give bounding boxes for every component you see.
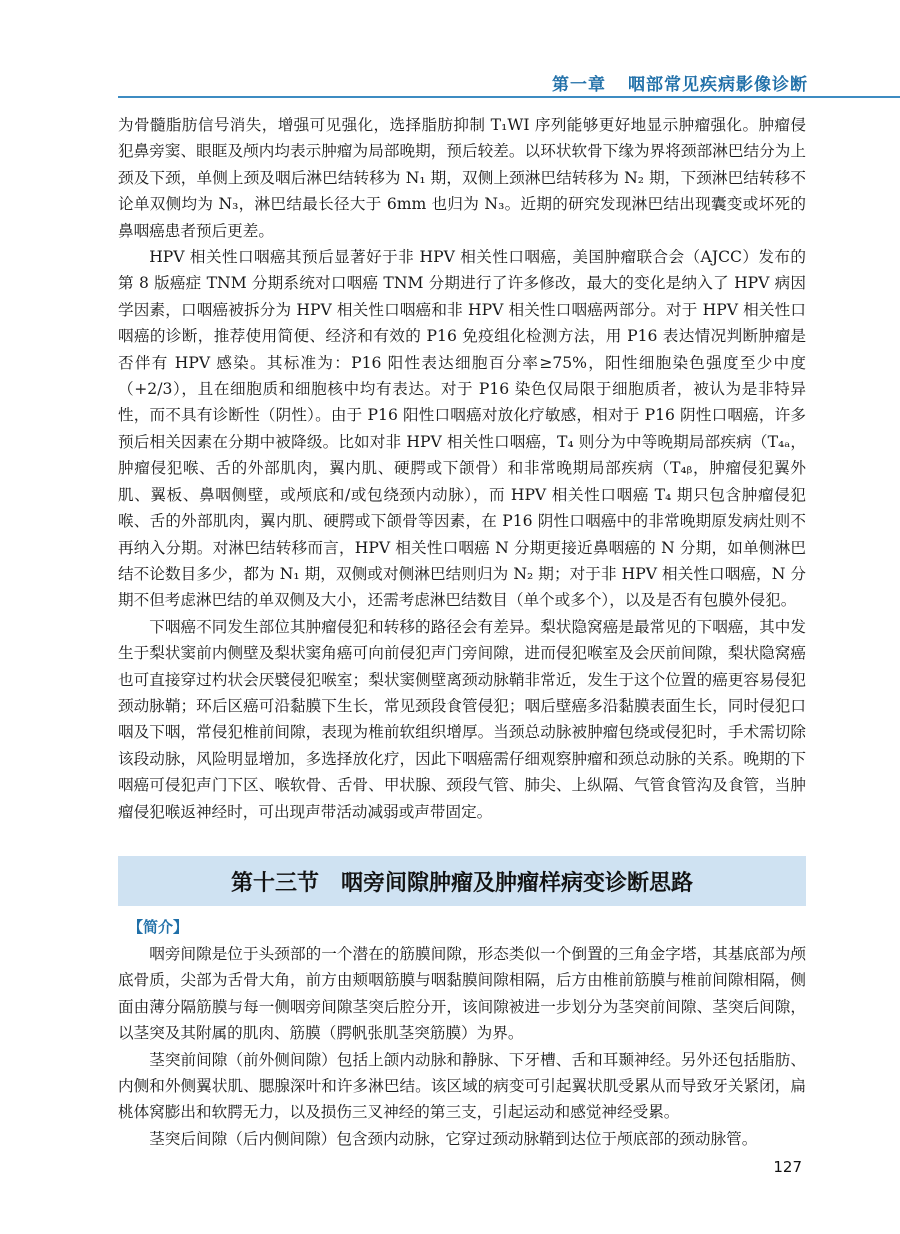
running-head-chapter: 第一章 bbox=[552, 75, 606, 95]
section-heading bbox=[118, 856, 806, 906]
running-head bbox=[552, 70, 808, 95]
running-head-title: 咽部常见疾病影像诊断 bbox=[628, 75, 808, 95]
paragraph-2: HPV 相关性口咽癌其预后显著好于非 HPV 相关性口咽癌，美国肿瘤联合会（AJCC）发布的第 8 版癌症 TNM 分期系统对口咽癌 TNM 分期进行了许多修改，最大的变化是纳入了 HPV 病因学因素，口咽癌被拆分为 HPV 相关性口咽癌和非 HPV 相关性口咽癌两部分。对于 HPV 相关性口咽癌的诊断，推荐使用简便、经济和有效的 P16 免疫组化检测方法，用 P16 表达情况判断肿瘤是否伴有 HPV 感染。其标准为：P16 阳性表达细胞百分率≥75%，阳性细胞染色强度至少中度（+2/3），且在细胞质和细胞核中均有表达。对于 P16 染色仅局限于细胞质者，被认为是非特异性，而不具有诊断性（阴性）。由于 P16 阳性口咽癌对放化疗敏感，相对于 P16 阴性口咽癌，许多预后相关因素在分期中被降级。比如对非 HPV 相关性口咽癌，T₄ 则分为中等晚期局部疾病（T₄ₐ，肿瘤侵犯喉、舌的外部肌肉，翼内肌、硬腭或下颌骨）和非常晚期局部疾病（T₄ᵦ，肿瘤侵犯翼外肌、翼板、鼻咽侧壁，或颅底和/或包绕颈内动脉），而 HPV 相关性口咽癌 T₄ 期只包含肿瘤侵犯喉、舌的外部肌肉，翼内肌、硬腭或下颌骨等因素，在 P16 阴性口咽癌中的非常晚期原发病灶则不再纳入分期。对淋巴结转移而言，HPV 相关性口咽癌 N 分期更接近鼻咽癌的 N 分期，如单侧淋巴结不论数目多少，都为 N₁ 期，双侧或对侧淋巴结则归为 N₂ 期；对于非 HPV 相关性口咽癌，N 分期不但考虑淋巴结的单双侧及大小，还需考虑淋巴结数目（单个或多个），以及是否有包膜外侵犯。 bbox=[118, 248, 806, 610]
page-number: 127 bbox=[773, 1158, 802, 1176]
section-title: 咽旁间隙肿瘤及肿瘤样病变诊断思路 bbox=[341, 870, 694, 896]
intro-paragraph-2: 茎突前间隙（前外侧间隙）包括上颌内动脉和静脉、下牙槽、舌和耳颞神经。另外还包括脂肪、内侧和外侧翼状肌、腮腺深叶和许多淋巴结。该区域的病变可引起翼状肌受累从而导致牙关紧闭，扁桃体窝膨出和软腭无力，以及损伤三叉神经的第三支，引起运动和感觉神经受累。 bbox=[118, 1050, 806, 1122]
section-number: 第十三节 bbox=[230, 870, 319, 896]
header-rule bbox=[118, 96, 900, 98]
intro-paragraph-1: 咽旁间隙是位于头颈部的一个潜在的筋膜间隙，形态类似一个倒置的三角金字塔，其基底部为颅底骨质，尖部为舌骨大角，前方由颊咽筋膜与咽黏膜间隙相隔，后方由椎前筋膜与椎前间隙相隔，侧面由薄分隔筋膜与每一侧咽旁间隙茎突后腔分开，该间隙被进一步划分为茎突前间隙、茎突后间隙，以茎突及其附属的肌肉、筋膜（腭帆张肌茎突筋膜）为界。 bbox=[118, 945, 806, 1043]
paragraph-1: 为骨髓脂肪信号消失，增强可见强化，选择脂肪抑制 T₁WI 序列能够更好地显示肿瘤强化。肿瘤侵犯鼻旁窦、眼眶及颅内均表示肿瘤为局部晚期，预后较差。以环状软骨下缘为界将颈部淋巴结分为上颈及下颈，单侧上颈及咽后淋巴结转移为 N₁ 期，双侧上颈淋巴结转移为 N₂ 期，下颈淋巴结转移不论单双侧均为 N₃，淋巴结最长径大于 6mm 也归为 N₃。近期的研究发现淋巴结出现囊变或坏死的鼻咽癌患者预后更差。 bbox=[118, 116, 806, 240]
body-text-intro bbox=[118, 941, 806, 1152]
body-text-top bbox=[118, 112, 806, 825]
intro-paragraph-3: 茎突后间隙（后内侧间隙）包含颈内动脉，它穿过颈动脉鞘到达位于颅底部的颈动脉管。 bbox=[149, 1129, 758, 1148]
intro-tag: 【简介】 bbox=[128, 918, 189, 936]
paragraph-3: 下咽癌不同发生部位其肿瘤侵犯和转移的路径会有差异。梨状隐窝癌是最常见的下咽癌，其中发生于梨状窦前内侧壁及梨状窦角癌可向前侵犯声门旁间隙，进而侵犯喉室及会厌前间隙，梨状隐窝癌也可直接穿过杓状会厌襞侵犯喉室；梨状窦侧壁离颈动脉鞘非常近，发生于这个位置的癌更容易侵犯颈动脉鞘；环后区癌可沿黏膜下生长，常见颈段食管侵犯；咽后壁癌多沿黏膜表面生长，同时侵犯口咽及下咽，常侵犯椎前间隙，表现为椎前软组织增厚。当颈总动脉被肿瘤包绕或侵犯时，手术需切除该段动脉，风险明显增加，多选择放化疗，因此下咽癌需仔细观察肿瘤和颈总动脉的关系。晚期的下咽癌可侵犯声门下区、喉软骨、舌骨、甲状腺、颈段气管、肺尖、上纵隔、气管食管沟及食管，当肿瘤侵犯喉返神经时，可出现声带活动减弱或声带固定。 bbox=[118, 617, 806, 821]
